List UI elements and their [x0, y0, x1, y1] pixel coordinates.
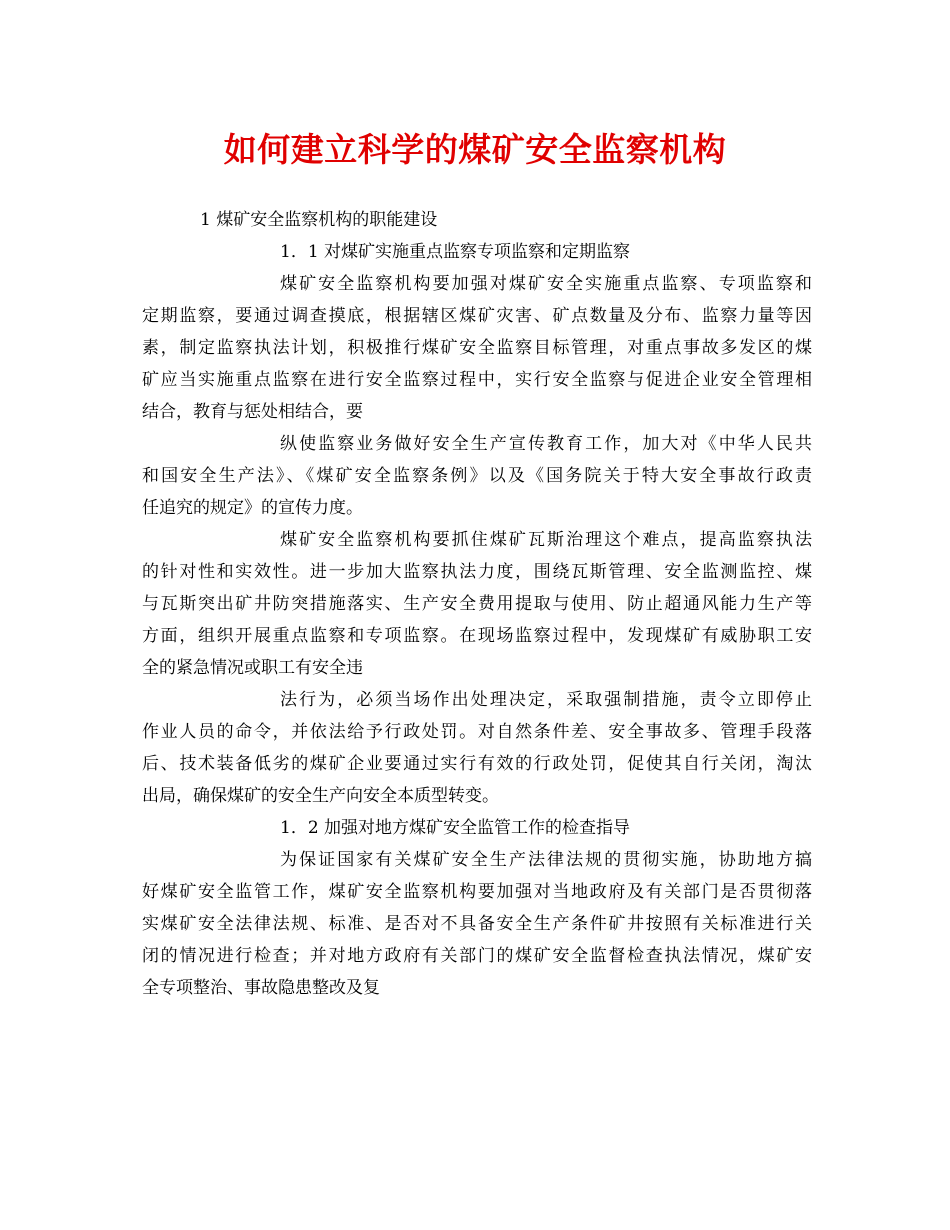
paragraph-line: 的针对性和实效性。进一步加大监察执法力度，围绕瓦斯管理、安全监测监控、煤 — [142, 562, 812, 582]
paragraph-line: 全专项整治、事故隐患整改及复 — [142, 978, 380, 998]
document-body — [142, 204, 812, 1004]
paragraph-line: 好煤矿安全监管工作，煤矿安全监察机构要加强对当地政府及有关部门是否贯彻落 — [142, 882, 812, 902]
section-heading-1: 1 煤矿安全监察机构的职能建设 — [200, 210, 438, 230]
paragraph-line: 闭的情况进行检查；并对地方政府有关部门的煤矿安全监督检查执法情况，煤矿安 — [142, 946, 812, 966]
document-title: 如何建立科学的煤矿安全监察机构 — [223, 130, 727, 169]
subsection-heading-1-2: 1．2 加强对地方煤矿安全监管工作的检查指导 — [280, 818, 631, 838]
paragraph-line: 煤矿安全监察机构要抓住煤矿瓦斯治理这个难点，提高监察执法 — [280, 530, 812, 550]
paragraph-line: 与瓦斯突出矿井防突措施落实、生产安全费用提取与使用、防止超通风能力生产等 — [142, 594, 812, 614]
paragraph-line: 全的紧急情况或职工有安全违 — [142, 658, 363, 678]
paragraph-line: 作业人员的命令，并依法给予行政处罚。对自然条件差、安全事故多、管理手段落 — [142, 722, 812, 742]
paragraph-line: 素，制定监察执法计划，积极推行煤矿安全监察目标管理，对重点事故多发区的煤 — [142, 338, 812, 358]
subsection-heading-1-1: 1．1 对煤矿实施重点监察专项监察和定期监察 — [280, 242, 631, 262]
paragraph-line: 方面，组织开展重点监察和专项监察。在现场监察过程中，发现煤矿有威胁职工安 — [142, 626, 812, 646]
paragraph-line: 和国安全生产法》、《煤矿安全监察条例》以及《国务院关于特大安全事故行政责 — [142, 466, 812, 486]
paragraph-line: 实煤矿安全法律法规、标准、是否对不具备安全生产条件矿井按照有关标准进行关 — [142, 914, 812, 934]
paragraph-line: 任追究的规定》的宣传力度。 — [142, 498, 363, 518]
paragraph-line: 为保证国家有关煤矿安全生产法律法规的贯彻实施，协助地方搞 — [280, 850, 812, 870]
paragraph-line: 煤矿安全监察机构要加强对煤矿安全实施重点监察、专项监察和 — [280, 274, 812, 294]
paragraph-line: 出局，确保煤矿的安全生产向安全本质型转变。 — [142, 786, 499, 806]
paragraph-line: 定期监察，要通过调查摸底，根据辖区煤矿灾害、矿点数量及分布、监察力量等因 — [142, 306, 812, 326]
paragraph-line: 纵使监察业务做好安全生产宣传教育工作，加大对《中华人民共 — [280, 434, 812, 454]
paragraph-line: 法行为，必须当场作出处理决定，采取强制措施，责令立即停止 — [280, 690, 812, 710]
paragraph-line: 结合，教育与惩处相结合，要 — [142, 402, 363, 422]
paragraph-line: 后、技术装备低劣的煤矿企业要通过实行有效的行政处罚，促使其自行关闭，淘汰 — [142, 754, 812, 774]
paragraph-line: 矿应当实施重点监察在进行安全监察过程中，实行安全监察与促进企业安全管理相 — [142, 370, 812, 390]
